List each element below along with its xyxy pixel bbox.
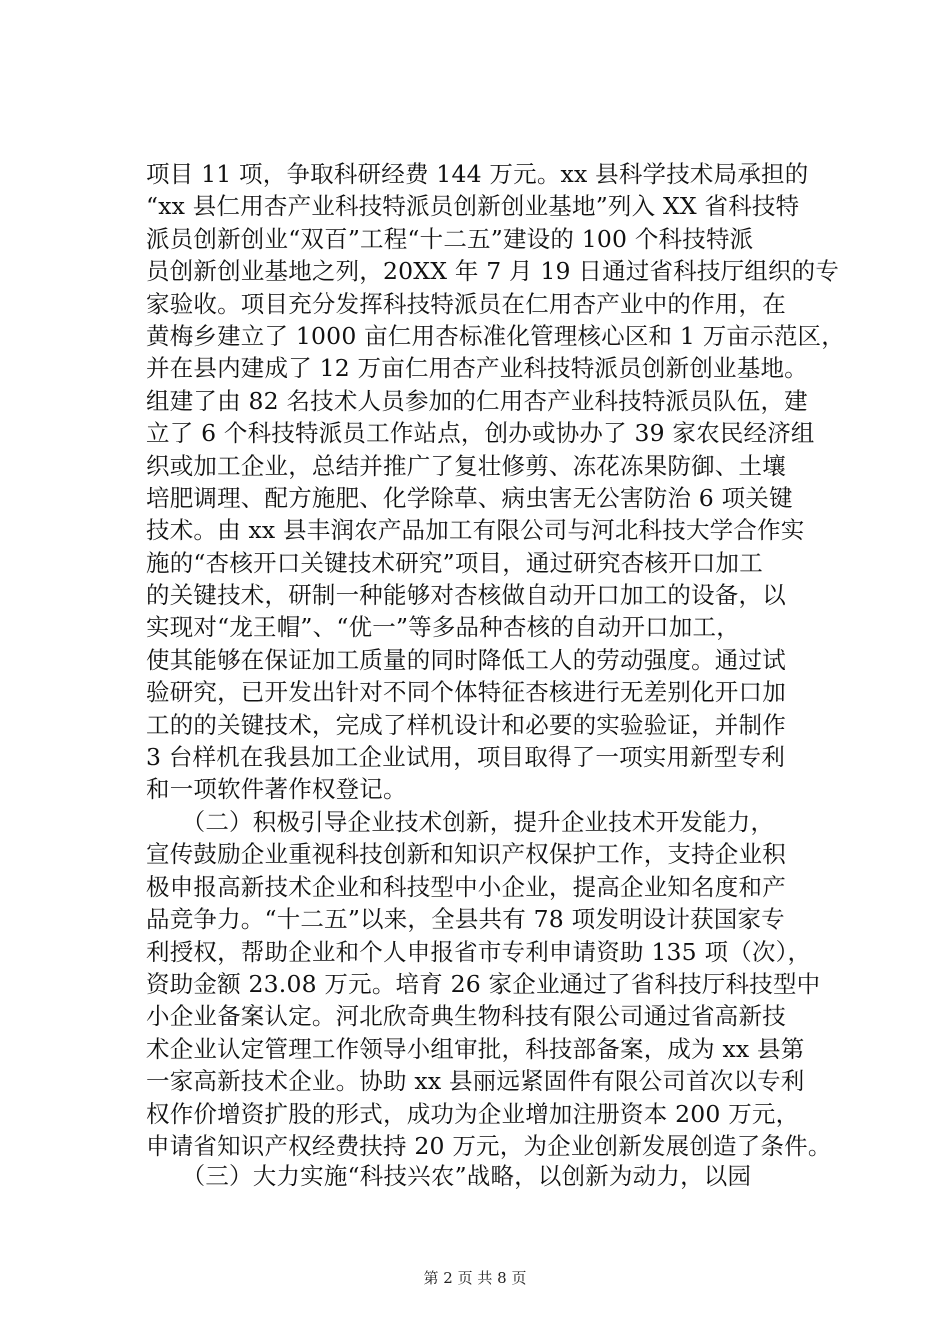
text-line: 和一项软件著作权登记。 bbox=[146, 775, 407, 804]
text-line: 申请省知识产权经费扶持 20 万元，为企业创新发展创造了条件。 bbox=[146, 1131, 832, 1160]
text-line: 黄梅乡建立了 1000 亩仁用杏标准化管理核心区和 1 万亩示范区， bbox=[146, 321, 845, 350]
page-number: 第 2 页 共 8 页 bbox=[423, 1269, 527, 1287]
text-line: 组建了由 82 名技术人员参加的仁用杏产业科技特派员队伍，建 bbox=[146, 386, 808, 415]
paragraph-section-2 bbox=[146, 806, 836, 1162]
text-line: 家验收。项目充分发挥科技特派员在仁用杏产业中的作用，在 bbox=[146, 289, 786, 318]
text-line: 项目 11 项，争取科研经费 144 万元。xx 县科学技术局承担的 bbox=[146, 160, 809, 188]
paragraph-section-1 bbox=[146, 158, 845, 806]
text-line: 派员创新创业“双百”工程“十二五”建设的 100 个科技特派 bbox=[146, 224, 754, 253]
text-line: 宣传鼓励企业重视科技创新和知识产权保护工作，支持企业积 bbox=[146, 840, 786, 869]
text-line: 术企业认定管理工作领导小组审批，科技部备案，成为 xx 县第 bbox=[146, 1034, 805, 1063]
text-line: 工的的关键技术，完成了样机设计和必要的实验验证，并制作 bbox=[146, 710, 786, 739]
text-line: 利授权，帮助企业和个人申报省市专利申请资助 135 项（次）， bbox=[146, 937, 812, 966]
text-line: （二）积极引导企业技术创新，提升企业技术开发能力， bbox=[146, 808, 775, 836]
text-line: “xx 县仁用杏产业科技特派员创新创业基地”列入 XX 省科技特 bbox=[146, 192, 800, 221]
text-line: 立了 6 个科技特派员工作站点，创办或协办了 39 家农民经济组 bbox=[146, 419, 815, 448]
text-line: 培肥调理、配方施肥、化学除草、病虫害无公害防治 6 项关键 bbox=[146, 483, 793, 512]
text-line: 并在县内建成了 12 万亩仁用杏产业科技特派员创新创业基地。 bbox=[146, 354, 808, 383]
text-line: 品竞争力。“十二五”以来，全县共有 78 项发明设计获国家专 bbox=[146, 905, 785, 934]
text-line: 小企业备案认定。河北欣奇典生物科技有限公司通过省高新技 bbox=[146, 1002, 786, 1031]
text-line: 资助金额 23.08 万元。培育 26 家企业通过了省科技厅科技型中 bbox=[146, 969, 821, 998]
text-line: 技术。由 xx 县丰润农产品加工有限公司与河北科技大学合作实 bbox=[146, 516, 805, 545]
text-line: 使其能够在保证加工质量的同时降低工人的劳动强度。通过试 bbox=[146, 645, 786, 674]
text-line: 实现对“龙王帽”、“优一”等多品种杏核的自动开口加工， bbox=[146, 613, 740, 642]
text-line: 极申报高新技术企业和科技型中小企业，提高企业知名度和产 bbox=[146, 872, 786, 901]
paragraph-section-3 bbox=[146, 1160, 836, 1192]
text-line: （三）大力实施“科技兴农”战略，以创新为动力，以园 bbox=[146, 1162, 752, 1190]
text-line: 验研究，已开发出针对不同个体特征杏核进行无差别化开口加 bbox=[146, 678, 786, 707]
text-line: 员创新创业基地之列，20XX 年 7 月 19 日通过省科技厅组织的专 bbox=[146, 257, 840, 286]
text-line: 权作价增资扩股的形式，成功为企业增加注册资本 200 万元， bbox=[146, 1099, 800, 1128]
text-line: 一家高新技术企业。协助 xx 县丽远紧固件有限公司首次以专利 bbox=[146, 1067, 805, 1096]
text-line: 施的“杏核开口关键技术研究”项目，通过研究杏核开口加工 bbox=[146, 548, 763, 577]
text-line: 织或加工企业，总结并推广了复壮修剪、冻花冻果防御、土壤 bbox=[146, 451, 786, 480]
text-line: 3 台样机在我县加工企业试用，项目取得了一项实用新型专利 bbox=[146, 743, 786, 772]
text-line: 的关键技术，研制一种能够对杏核做自动开口加工的设备，以 bbox=[146, 581, 786, 610]
